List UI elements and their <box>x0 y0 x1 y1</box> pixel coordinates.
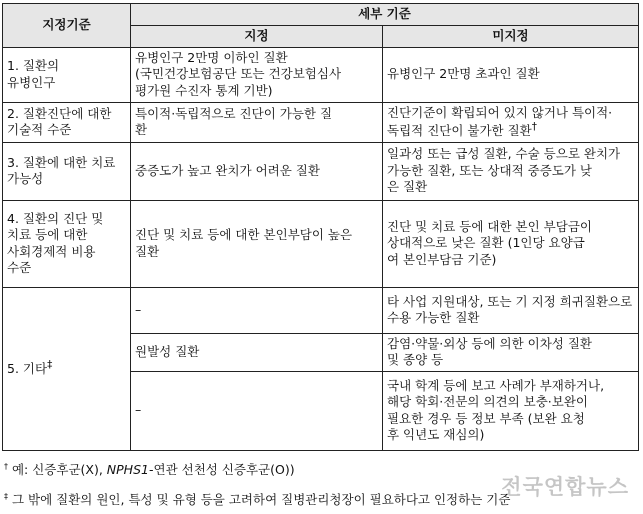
header-not-designated: 미지정 <box>383 25 639 47</box>
header-designated: 지정 <box>131 25 383 47</box>
designated-cell: 중증도가 높고 완치가 어려운 질환 <box>131 142 383 200</box>
criteria-cell: 3. 질환에 대한 치료 가능성 <box>3 142 131 200</box>
header-criteria: 지정기준 <box>3 4 131 48</box>
not-designated-cell: 진단기준이 확립되어 있지 않거나 특이적· 독립적 진단이 불가한 질환† <box>383 102 639 142</box>
table-row <box>3 47 639 102</box>
ddagger-mark: ‡ <box>47 359 53 372</box>
table-row <box>3 102 639 142</box>
table-row <box>3 287 639 333</box>
designated-cell: – <box>131 371 383 450</box>
footnote-ddagger: ‡ 그 밖에 질환의 원인, 특성 및 유형 등을 고려하여 질병관리청장이 필요하다고 인정하는 기준 <box>4 492 511 508</box>
designated-cell: – <box>131 287 383 333</box>
not-designated-cell: 감염·약물·외상 등에 의한 이차성 질환 및 종양 등 <box>383 333 639 371</box>
designated-cell: 특이적·독립적으로 진단이 가능한 질 환 <box>131 102 383 142</box>
not-designated-cell: 국내 학계 등에 보고 사례가 부재하거나, 해당 학회·전문의 의견의 보충·보완이 필요한 경우 등 정보 부족 (보완 요청 후 익년도 재심의) <box>383 371 639 450</box>
table-row <box>3 200 639 287</box>
criteria-table <box>2 3 639 451</box>
dagger-mark: † <box>531 121 537 133</box>
criteria-cell: 1. 질환의 유병인구 <box>3 47 131 102</box>
news-watermark: 전국연합뉴스 <box>501 475 629 499</box>
not-designated-cell: 유병인구 2만명 초과인 질환 <box>383 47 639 102</box>
footnote-dagger: † 예: 신증후군(X), NPHS1-연관 선천성 신증후군(O)) <box>4 462 295 478</box>
criteria-cell: 2. 질환진단에 대한 기술적 수준 <box>3 102 131 142</box>
header-detail: 세부 기준 <box>131 4 639 26</box>
not-designated-cell: 타 사업 지원대상, 또는 기 지정 희귀질환으로 수용 가능한 질환 <box>383 287 639 333</box>
designated-cell: 진단 및 치료 등에 대한 본인부담이 높은 질환 <box>131 200 383 287</box>
criteria-cell: 4. 질환의 진단 및 치료 등에 대한 사회경제적 비용 수준 <box>3 200 131 287</box>
designated-cell: 원발성 질환 <box>131 333 383 371</box>
not-designated-cell: 진단 및 치료 등에 대한 본인 부담금이 상대적으로 낮은 질환 (1인당 요양급 여 본인부담금 기준) <box>383 200 639 287</box>
not-designated-cell: 일과성 또는 급성 질환, 수술 등으로 완치가 가능한 질환, 또는 상대적 중증도가 낮 은 질환 <box>383 142 639 200</box>
criteria-cell-other: 5. 기타‡ <box>3 287 131 450</box>
table-row <box>3 142 639 200</box>
designated-cell: 유병인구 2만명 이하인 질환 (국민건강보험공단 또는 건강보험심사 평가원 수진자 통계 기반) <box>131 47 383 102</box>
